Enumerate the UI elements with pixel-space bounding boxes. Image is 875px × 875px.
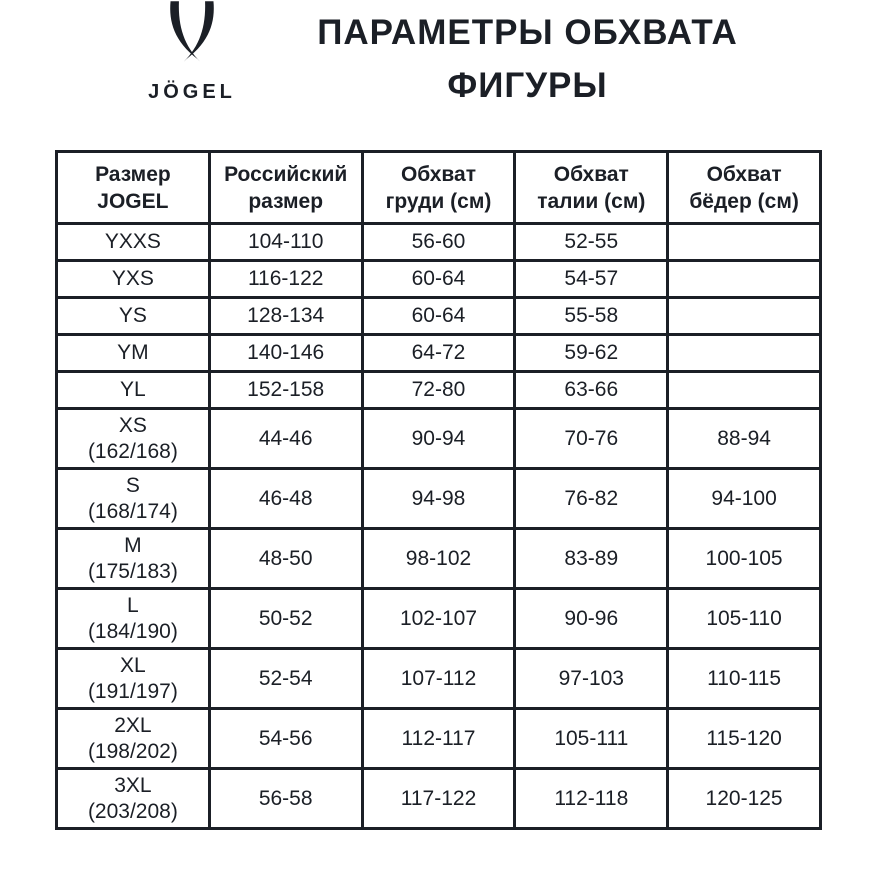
cell-waist: 105-111: [515, 709, 668, 769]
cell-russian-size: 50-52: [209, 589, 362, 649]
cell-waist: 54-57: [515, 261, 668, 298]
table-row-yxxs: [57, 224, 821, 261]
table-row-s: [57, 469, 821, 529]
table-header-row: [57, 152, 821, 224]
cell-waist: 59-62: [515, 335, 668, 372]
cell-chest: 60-64: [362, 298, 515, 335]
cell-hips: [668, 335, 821, 372]
cell-size: YXS: [57, 261, 210, 298]
table-row-ym: [57, 335, 821, 372]
page-title: [180, 6, 875, 112]
cell-hips: [668, 298, 821, 335]
cell-chest: 64-72: [362, 335, 515, 372]
cell-hips: [668, 224, 821, 261]
table-row-xl: [57, 649, 821, 709]
cell-waist: 55-58: [515, 298, 668, 335]
table-row-ys: [57, 298, 821, 335]
cell-waist: 63-66: [515, 372, 668, 409]
cell-waist: 90-96: [515, 589, 668, 649]
cell-hips: [668, 372, 821, 409]
cell-russian-size: 46-48: [209, 469, 362, 529]
cell-chest: 94-98: [362, 469, 515, 529]
cell-size: XL (191/197): [57, 649, 210, 709]
col-header-russian-size: Российский размер: [209, 152, 362, 224]
cell-size: YS: [57, 298, 210, 335]
cell-hips: 120-125: [668, 769, 821, 829]
cell-russian-size: 116-122: [209, 261, 362, 298]
cell-size: YL: [57, 372, 210, 409]
page-title-line1: ПАРАМЕТРЫ ОБХВАТА: [317, 13, 738, 52]
cell-hips: 100-105: [668, 529, 821, 589]
cell-russian-size: 56-58: [209, 769, 362, 829]
page-header: [0, 0, 875, 150]
cell-chest: 102-107: [362, 589, 515, 649]
cell-chest: 90-94: [362, 409, 515, 469]
cell-size: YXXS: [57, 224, 210, 261]
table-row-yxs: [57, 261, 821, 298]
cell-chest: 117-122: [362, 769, 515, 829]
cell-chest: 60-64: [362, 261, 515, 298]
table-row-3xl: [57, 769, 821, 829]
cell-chest: 72-80: [362, 372, 515, 409]
col-header-size: Размер JOGEL: [57, 152, 210, 224]
cell-chest: 98-102: [362, 529, 515, 589]
col-header-hips: Обхват бёдер (см): [668, 152, 821, 224]
cell-hips: 88-94: [668, 409, 821, 469]
cell-size: XS (162/168): [57, 409, 210, 469]
cell-size: 2XL (198/202): [57, 709, 210, 769]
cell-russian-size: 140-146: [209, 335, 362, 372]
cell-size: M (175/183): [57, 529, 210, 589]
cell-russian-size: 54-56: [209, 709, 362, 769]
cell-waist: 76-82: [515, 469, 668, 529]
cell-hips: 115-120: [668, 709, 821, 769]
cell-hips: 105-110: [668, 589, 821, 649]
table-row-m: [57, 529, 821, 589]
cell-waist: 52-55: [515, 224, 668, 261]
cell-size: 3XL (203/208): [57, 769, 210, 829]
table-row-l: [57, 589, 821, 649]
cell-russian-size: 104-110: [209, 224, 362, 261]
cell-hips: 110-115: [668, 649, 821, 709]
cell-waist: 70-76: [515, 409, 668, 469]
size-table: [55, 150, 822, 830]
cell-size: YM: [57, 335, 210, 372]
page-title-line2: ФИГУРЫ: [447, 66, 608, 105]
col-header-waist: Обхват талии (см): [515, 152, 668, 224]
table-row-xs: [57, 409, 821, 469]
cell-size: S (168/174): [57, 469, 210, 529]
cell-waist: 112-118: [515, 769, 668, 829]
cell-chest: 56-60: [362, 224, 515, 261]
cell-russian-size: 152-158: [209, 372, 362, 409]
cell-russian-size: 44-46: [209, 409, 362, 469]
cell-russian-size: 128-134: [209, 298, 362, 335]
cell-size: L (184/190): [57, 589, 210, 649]
cell-waist: 97-103: [515, 649, 668, 709]
cell-chest: 107-112: [362, 649, 515, 709]
cell-hips: [668, 261, 821, 298]
jogel-wordmark: JÖGEL: [148, 81, 236, 103]
cell-chest: 112-117: [362, 709, 515, 769]
col-header-chest: Обхват груди (см): [362, 152, 515, 224]
cell-russian-size: 52-54: [209, 649, 362, 709]
cell-russian-size: 48-50: [209, 529, 362, 589]
table-row-yl: [57, 372, 821, 409]
table-row-2xl: [57, 709, 821, 769]
cell-waist: 83-89: [515, 529, 668, 589]
cell-hips: 94-100: [668, 469, 821, 529]
